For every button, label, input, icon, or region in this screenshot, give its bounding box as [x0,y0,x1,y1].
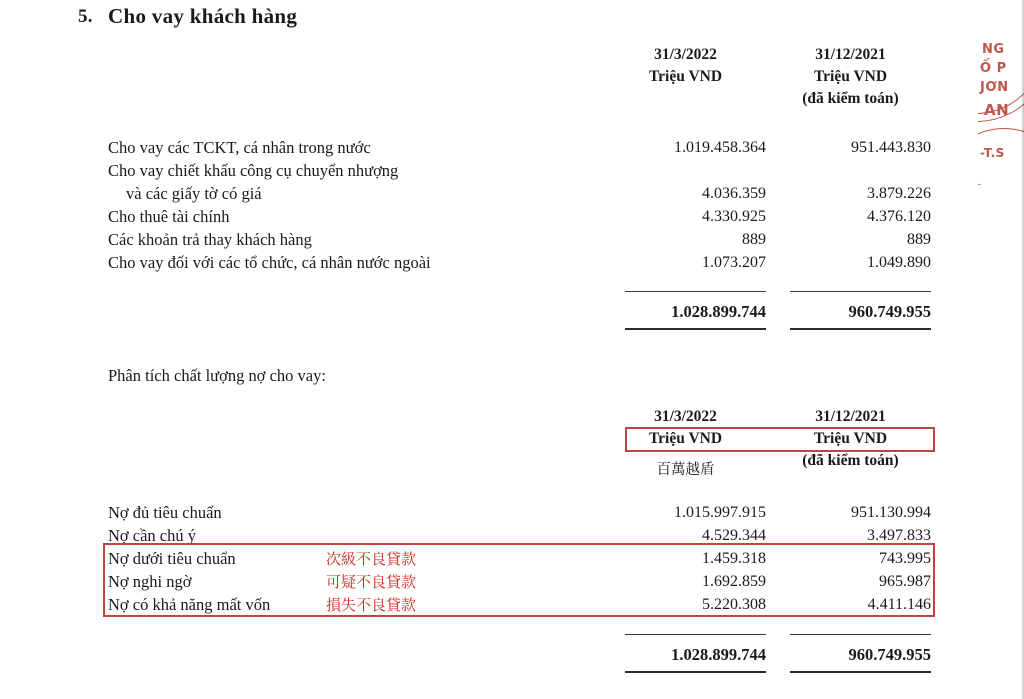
stamp-line-2: Ố P [980,61,1007,76]
table2-total-rule-bottom-col1 [625,671,766,673]
table-row: Cho vay đối với các tổ chức, cá nhân nước ngoài [108,253,431,272]
annotation-chinese-substandard: 次級不良貸款 [326,550,417,568]
highlight-box-unit-row [625,427,935,452]
table1-cell-col1: 889 [742,231,766,248]
table1-col1-header [605,44,766,88]
table2-total-rule-top-col2 [790,634,931,635]
table2-cell-col2: 4.411.146 [867,596,931,613]
stamp-line-4: AN [984,101,1010,119]
table1-cell-col1: 1.019.458.364 [674,139,766,156]
table1-total-rule-bottom-col1 [625,328,766,330]
table2-cell-col1: 1.459.318 [702,550,766,567]
table1-col2-note: (đã kiểm toán) [802,90,899,107]
table2-cell-col2: 743.995 [879,550,931,567]
table1-cell-col1: 1.073.207 [702,254,766,271]
table1-total-rule-top-col1 [625,291,766,292]
table2-cell-col1: 1.692.859 [702,573,766,590]
table2-col1-note-chinese: 百萬越盾 [656,462,715,478]
official-stamp [978,0,1024,185]
table-row: Cho vay các TCKT, cá nhân trong nước [108,138,371,157]
section-number: 5. [78,6,93,27]
stamp-outer-arc [978,0,1024,122]
table1-cell-col1: 4.036.359 [702,185,766,202]
table2-total-rule-top-col1 [625,634,766,635]
stamp-line-1: NG [982,42,1005,57]
table1-cell-col2: 4.376.120 [867,208,931,225]
table1-total-col1: 1.028.899.744 [671,302,766,321]
table-row: Cho thuê tài chính [108,207,230,226]
highlight-box-bad-debt-rows [103,543,935,617]
table-row: và các giấy tờ có giá [126,184,262,203]
table1-col2-header [770,44,931,110]
table-row: Nợ đủ tiêu chuẩn [108,503,222,522]
table1-total-col2: 960.749.955 [848,302,931,321]
table2-cell-col2: 3.497.833 [867,527,931,544]
table2-cell-col1: 5.220.308 [702,596,766,613]
table2-col1-date: 31/3/2022 [654,408,717,425]
table2-cell-col2: 951.130.994 [851,504,931,521]
table2-total-rule-bottom-col2 [790,671,931,673]
table2-col2-note: (đã kiểm toán) [802,452,899,469]
table1-total-rule-top-col2 [790,291,931,292]
table2-col2-unit: Triệu VND [813,430,888,447]
stamp-line-5: -T.S [980,146,1005,160]
table1-total-rule-bottom-col2 [790,328,931,330]
table-row: Nợ nghi ngờ [108,572,192,591]
table1-cell-col2: 951.443.830 [851,139,931,156]
table2-col1-unit: Triệu VND [648,430,723,447]
table1-cell-col2: 3.879.226 [867,185,931,202]
table1-col2-unit: Triệu VND [813,68,888,85]
table1-cell-col1: 4.330.925 [702,208,766,225]
table1-col1-date: 31/3/2022 [654,46,717,63]
stamp-lower-arc [978,128,1024,185]
table-row: Nợ dưới tiêu chuẩn [108,549,236,568]
subheading: Phân tích chất lượng nợ cho vay: [108,366,326,385]
table2-cell-col2: 965.987 [879,573,931,590]
table1-col1-unit: Triệu VND [648,68,723,85]
page-title: Cho vay khách hàng [108,4,298,28]
table1-col2-date: 31/12/2021 [815,46,886,63]
table1-cell-col2: 1.049.890 [867,254,931,271]
annotation-chinese-loss: 損失不良貸款 [326,596,417,614]
table2-total-col2: 960.749.955 [848,645,931,664]
table-row: Nợ có khả năng mất vốn [108,595,271,614]
table2-cell-col1: 4.529.344 [702,527,766,544]
stamp-line-3: JƠN [980,80,1009,95]
table1-cell-col2: 889 [907,231,931,248]
table2-cell-col1: 1.015.997.915 [674,504,766,521]
table2-col2-date: 31/12/2021 [815,408,886,425]
table-row: Cho vay chiết khấu công cụ chuyển nhượng [108,161,399,180]
table-row: Nợ cần chú ý [108,526,196,545]
table2-total-col1: 1.028.899.744 [671,645,766,664]
annotation-chinese-doubtful: 可疑不良貸款 [326,573,417,591]
stamp-inner-arc [978,0,1024,114]
table-row: Các khoản trả thay khách hàng [108,230,312,249]
